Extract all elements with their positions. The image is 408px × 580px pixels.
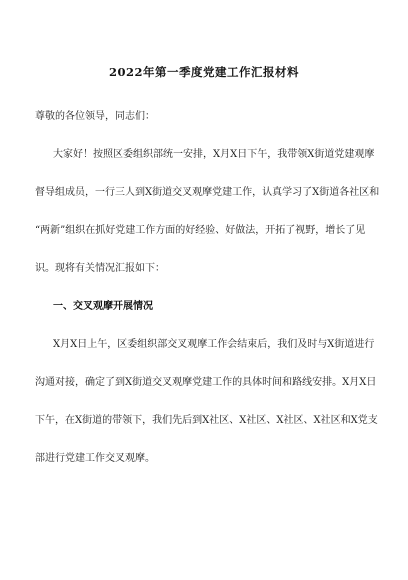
salutation: 尊敬的各位领导，同志们：	[35, 111, 155, 122]
section-heading: 一、交叉观摩开展情况	[53, 301, 153, 312]
document-title: 2022年第一季度党建工作汇报材料	[108, 65, 299, 79]
para1-line-3: “两新”组织在抓好党建工作方面的好经验、好做法，开拓了视野，增长了见	[35, 225, 366, 236]
para2-line-1: X月X日上午，区委组织部交叉观摩工作会结束后，我们及时与X街道进行	[53, 339, 375, 350]
para1-line-1: 大家好！按照区委组织部统一安排，X月X日下午，我带领X街道党建观摩	[53, 149, 375, 160]
para1-line-4: 识。现将有关情况汇报如下：	[35, 263, 165, 274]
para1-line-2: 督导组成员，一行三人到X街道交叉观摩党建工作，认真学习了X街道各社区和	[35, 187, 380, 198]
para2-line-3: 下午，在X街道的带领下，我们先后到X社区、X社区、X社区、X社区和X党支	[35, 415, 378, 426]
para2-line-4: 部进行党建工作交叉观摩。	[35, 453, 155, 464]
para2-line-2: 沟通对接，确定了到X街道交叉观摩党建工作的具体时间和路线安排。X月X日	[35, 377, 377, 388]
